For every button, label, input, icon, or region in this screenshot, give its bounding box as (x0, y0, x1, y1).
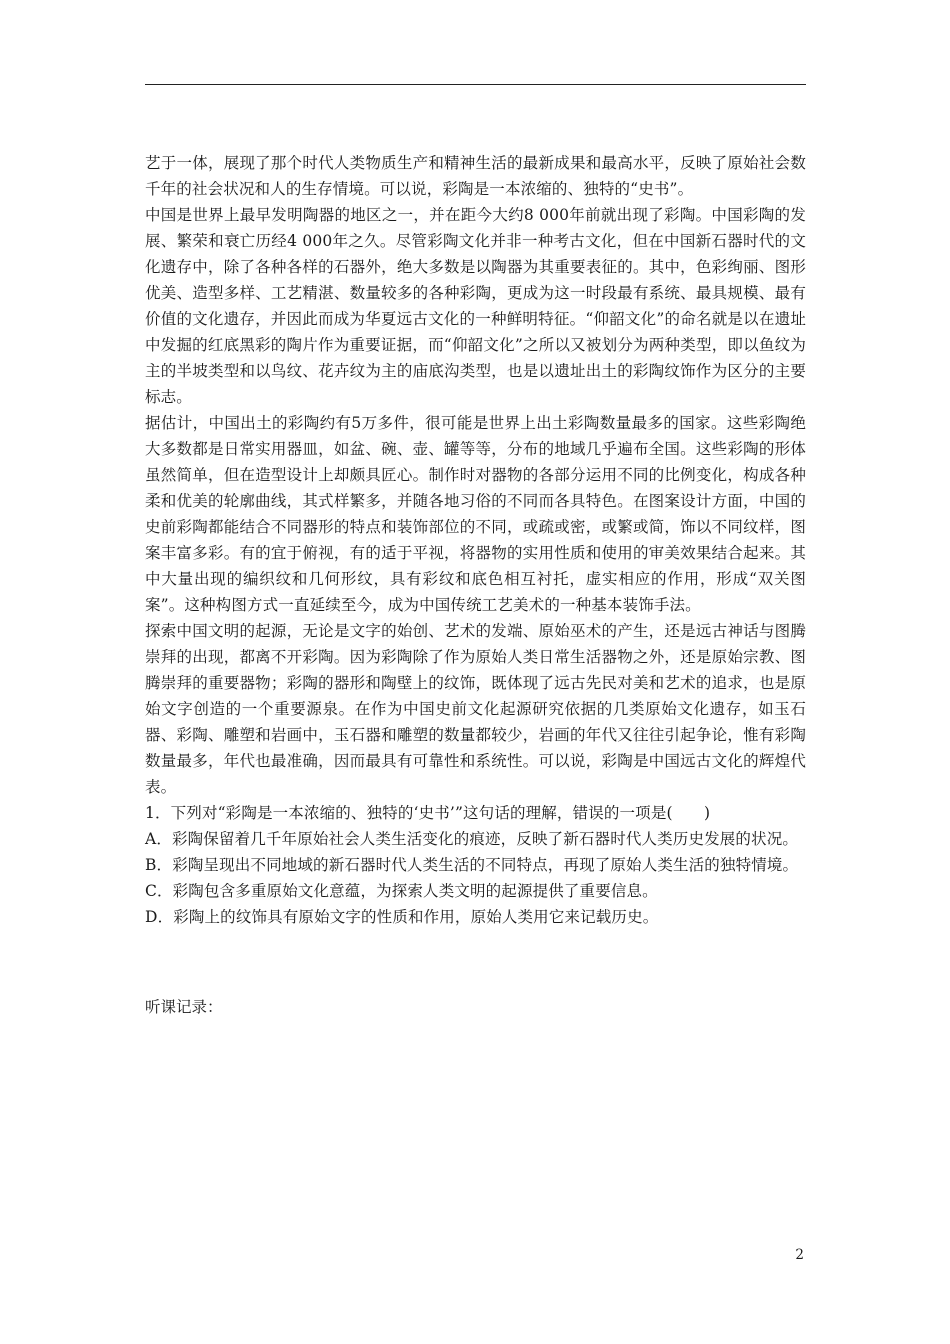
notes-label: 听课记录： (145, 998, 223, 1016)
paragraph: 艺于一体，展现了那个时代人类物质生产和精神生活的最新成果和最高水平，反映了原始社会数千年的社会状况和人的生存情境。可以说，彩陶是一本浓缩的、独特的“史书”。 (145, 154, 806, 198)
paragraph: 中国是世界上最早发明陶器的地区之一，并在距今大约8 000年前就出现了彩陶。中国彩陶的发展、繁荣和衰亡历经4 000年之久。尽管彩陶文化并非一种考古文化，但在中国新石器时代的文化遗存中，除了各种各样的石器外，绝大多数是以陶器为其重要表征的。其中，色彩绚丽、图形优美、造型多样、工艺精湛、数量较多的各种彩陶，更成为这一时段最有系统、最具规模、最有价值的文化遗存，并因此而成为华夏远古文化的一种鲜明特征。“仰韶文化”的命名就是以在遗址中发掘的红底黑彩的陶片作为重要证据，而“仰韶文化”之所以又被划分为两种类型，即以鱼纹为主的半坡类型和以鸟纹、花卉纹为主的庙底沟类型，也是以遗址出土的彩陶纹饰作为区分的主要标志。 (145, 206, 806, 406)
option-b: B．彩陶呈现出不同地域的新石器时代人类生活的不同特点，再现了原始人类生活的独特情境。 (145, 856, 799, 874)
page-number: 2 (795, 1247, 804, 1263)
question-block (145, 800, 806, 930)
article-body (145, 150, 806, 930)
option-d: D．彩陶上的纹饰具有原始文字的性质和作用，原始人类用它来记载历史。 (145, 908, 659, 926)
option-a: A．彩陶保留着几千年原始社会人类生活变化的痕迹，反映了新石器时代人类历史发展的状况。 (145, 830, 798, 848)
question-stem: 1．下列对“彩陶是一本浓缩的、独特的‘史书’”这句话的理解，错误的一项是( ) (145, 804, 711, 822)
header-rule (145, 84, 806, 85)
option-c: C．彩陶包含多重原始文化意蕴，为探索人类文明的起源提供了重要信息。 (145, 882, 658, 900)
paragraph: 探索中国文明的起源，无论是文字的始创、艺术的发端、原始巫术的产生，还是远古神话与图腾崇拜的出现，都离不开彩陶。因为彩陶除了作为原始人类日常生活器物之外，还是原始宗教、图腾崇拜的重要器物；彩陶的器形和陶壁上的纹饰，既体现了远古先民对美和艺术的追求，也是原始文字创造的一个重要源泉。在作为中国史前文化起源研究依据的几类原始文化遗存，如玉石器、彩陶、雕塑和岩画中，玉石器和雕塑的数量都较少，岩画的年代又往往引起争论，惟有彩陶数量最多，年代也最准确，因而最具有可靠性和系统性。可以说，彩陶是中国远古文化的辉煌代表。 (145, 622, 806, 796)
paragraph: 据估计，中国出土的彩陶约有5万多件，很可能是世界上出土彩陶数量最多的国家。这些彩陶绝大多数都是日常实用器皿，如盆、碗、壶、罐等等，分布的地域几乎遍布全国。这些彩陶的形体虽然简单，但在造型设计上却颇具匠心。制作时对器物的各部分运用不同的比例变化，构成各种柔和优美的轮廓曲线，其式样繁多，并随各地习俗的不同而各具特色。在图案设计方面，中国的史前彩陶都能结合不同器形的特点和装饰部位的不同，或疏或密，或繁或简，饰以不同纹样，图案丰富多彩。有的宜于俯视，有的适于平视，将器物的实用性质和使用的审美效果结合起来。其中大量出现的编织纹和几何形纹，具有彩纹和底色相互衬托，虚实相应的作用，形成“双关图案”。这种构图方式一直延续至今，成为中国传统工艺美术的一种基本装饰手法。 (145, 414, 806, 614)
